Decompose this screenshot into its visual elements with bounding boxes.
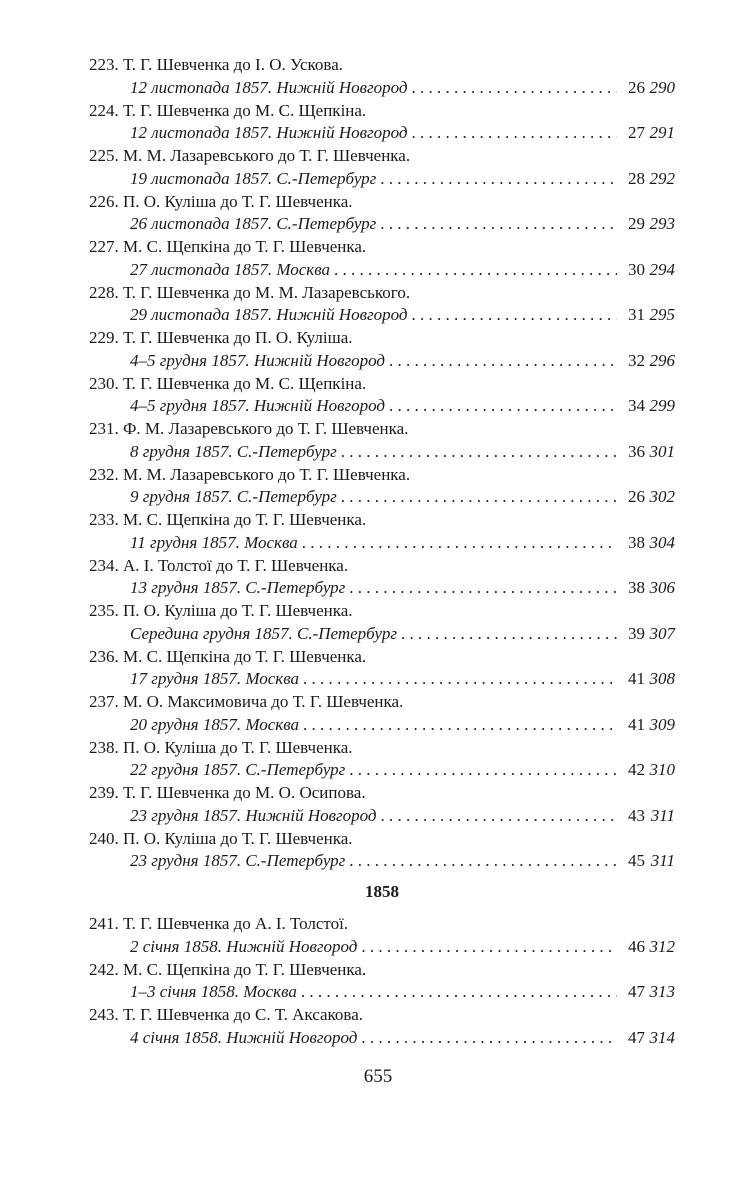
entry-date: 4 січня 1858. Нижній Новгород [130,1027,358,1047]
entry-detail [89,350,675,373]
entry-detail [89,77,675,100]
toc-entry [89,509,675,555]
entry-title: 240. П. О. Куліша до Т. Г. Шевченка. [89,828,353,848]
entry-detail [89,259,675,282]
entry-title: 237. М. О. Максимовича до Т. Г. Шевченка. [89,692,404,711]
entry-detail [89,759,675,782]
dot-leader [380,213,617,236]
toc-entry [89,1004,675,1050]
dot-leader [412,77,618,100]
entry-title: 229. Т. Г. Шевченка до П. О. Куліша. [89,328,353,347]
dot-leader [412,304,618,327]
toc-entry [89,913,675,959]
toc-entry [89,959,675,1005]
entry-date: 12 листопада 1857. Нижній Новгород [130,77,408,97]
entry-title: 235. П. О. Куліша до Т. Г. Шевченка. [89,601,353,620]
entry-detail [89,805,675,828]
dot-leader [361,1027,617,1050]
entry-page-comment: 304 [649,532,675,552]
entry-date: 19 листопада 1857. С.-Петербург [130,168,377,188]
toc-entry [89,555,675,601]
entry-page-text: 32 [628,350,645,370]
entries-1858 [89,913,675,1050]
entry-title: 243. Т. Г. Шевченка до С. Т. Аксакова. [89,1005,363,1024]
entry-page-comment: 290 [649,77,675,97]
dot-leader [381,805,618,828]
toc-entry [89,54,675,100]
entry-date: 9 грудня 1857. С.-Петербург [130,487,337,507]
entry-page-comment: 299 [649,396,675,416]
entry-title: 241. Т. Г. Шевченка до А. І. Толстої. [89,914,349,933]
entry-page-comment: 294 [649,259,675,279]
entry-date: 2 січня 1858. Нижній Новгород [130,936,358,956]
toc-entry [89,145,675,191]
entry-detail [89,532,675,555]
toc-entry [89,691,675,737]
entry-detail [89,168,675,191]
entry-date: 22 грудня 1857. С.-Петербург [130,760,346,780]
entry-title: 233. М. С. Щепкіна до Т. Г. Шевченка. [89,510,367,529]
entry-page-text: 39 [628,623,645,643]
entry-date: 8 грудня 1857. С.-Петербург [130,441,337,461]
entry-title: 236. М. С. Щепкіна до Т. Г. Шевченка. [89,646,367,666]
entry-page-comment: 309 [649,714,675,734]
dot-leader [361,936,617,959]
entry-detail [89,577,675,600]
entry-detail [89,1027,675,1050]
entry-date: 13 грудня 1857. С.-Петербург [130,578,346,598]
entry-page-comment: 313 [649,982,675,1002]
entry-page-text: 26 [628,77,645,97]
dot-leader [341,441,617,464]
entry-page-text: 26 [628,487,645,507]
entry-detail [89,714,675,737]
entry-date: 4–5 грудня 1857. Нижній Новгород [130,350,385,370]
entry-page-text: 36 [628,441,645,461]
dot-leader [301,981,617,1004]
entry-page-text: 28 [628,168,645,188]
entry-page-text: 34 [628,396,645,416]
entry-page-text: 38 [628,532,645,552]
entry-date: 17 грудня 1857. Москва [130,669,300,689]
entry-title: 231. Ф. М. Лазаревського до Т. Г. Шевченка. [89,419,409,438]
entry-title: 223. Т. Г. Шевченка до І. О. Ускова. [89,55,344,74]
entry-page-comment: 296 [649,350,675,370]
entry-page-text: 47 [628,982,645,1002]
entry-page-comment: 295 [649,305,675,325]
entry-page-text: 47 [628,1027,645,1047]
dot-leader [349,850,617,873]
toc-entry [89,373,675,419]
dot-leader [302,532,617,555]
entry-date: 1–3 січня 1858. Москва [130,982,297,1002]
dot-leader [334,259,617,282]
entry-page-comment: 307 [649,623,675,643]
entry-date: 27 листопада 1857. Москва [130,259,331,279]
entry-title: 228. Т. Г. Шевченка до М. М. Лазаревського. [89,282,411,302]
entry-detail [89,213,675,236]
entry-date: 26 листопада 1857. С.-Петербург [130,214,377,234]
entry-title: 224. Т. Г. Шевченка до М. С. Щепкіна. [89,100,367,120]
entry-page-comment: 311 [650,851,675,871]
dot-leader [412,122,618,145]
dot-leader [303,668,617,691]
toc-entry [89,282,675,328]
dot-leader [303,714,617,737]
entry-page-text: 46 [628,936,645,956]
entry-title: 242. М. С. Щепкіна до Т. Г. Шевченка. [89,959,367,979]
year-heading: 1858 [365,882,399,901]
entry-page-comment: 312 [649,936,675,956]
entry-title: 225. М. М. Лазаревського до Т. Г. Шевченка. [89,146,411,165]
entry-page-text: 29 [628,214,645,234]
toc-entry [89,327,675,373]
dot-leader [380,168,617,191]
entry-page-comment: 314 [649,1027,675,1047]
toc-entry [89,100,675,146]
entry-page-comment: 311 [650,805,675,825]
entry-page-text: 41 [628,714,645,734]
table-of-contents [89,54,675,1050]
entry-title: 234. А. І. Толстої до Т. Г. Шевченка. [89,555,349,575]
entry-page-comment: 302 [649,487,675,507]
entry-date: Середина грудня 1857. С.-Петербург [130,623,397,643]
entry-detail [89,936,675,959]
entry-detail [89,441,675,464]
entry-page-text: 30 [628,259,645,279]
entry-page-comment: 310 [649,760,675,780]
entry-date: 20 грудня 1857. Москва [130,714,300,734]
entry-title: 230. Т. Г. Шевченка до М. С. Щепкіна. [89,373,367,393]
toc-entry [89,737,675,783]
entry-date: 4–5 грудня 1857. Нижній Новгород [130,396,385,416]
entry-page-comment: 291 [649,123,675,143]
toc-entry [89,782,675,828]
entry-page-text: 45 [628,851,645,871]
entry-date: 23 грудня 1857. С.-Петербург [130,851,346,871]
entry-date: 23 грудня 1857. Нижній Новгород [130,805,377,825]
toc-entry [89,236,675,282]
entry-date: 11 грудня 1857. Москва [130,532,298,552]
entry-title: 238. П. О. Куліша до Т. Г. Шевченка. [89,737,353,757]
toc-entry [89,464,675,510]
dot-leader [401,623,617,646]
entry-detail [89,395,675,418]
page-number: 655 [363,1066,393,1087]
toc-entry [89,828,675,874]
dot-leader [349,759,617,782]
toc-entry [89,418,675,464]
dot-leader [341,486,617,509]
toc-entry [89,600,675,646]
toc-entry [89,646,675,692]
entry-page-text: 38 [628,578,645,598]
entry-detail [89,486,675,509]
entry-detail [89,668,675,691]
entry-detail [89,623,675,646]
entry-title: 227. М. С. Щепкіна до Т. Г. Шевченка. [89,237,367,256]
entry-page-comment: 301 [649,441,675,461]
entry-page-text: 41 [628,669,645,689]
dot-leader [349,577,617,600]
entry-detail [89,981,675,1004]
toc-entry [89,191,675,237]
entry-detail [89,850,675,873]
entry-detail [89,122,675,145]
entry-page-text: 31 [628,305,645,325]
entries-1857 [89,54,675,873]
entry-page-comment: 292 [649,168,675,188]
entry-page-text: 27 [628,123,645,143]
entry-title: 239. Т. Г. Шевченка до М. О. Осипова. [89,783,366,802]
entry-title: 232. М. М. Лазаревського до Т. Г. Шевченка. [89,464,411,484]
entry-detail [89,304,675,327]
dot-leader [389,395,617,418]
entry-page-text: 42 [628,760,645,780]
entry-page-comment: 308 [649,669,675,689]
entry-date: 29 листопада 1857. Нижній Новгород [130,305,408,325]
entry-page-comment: 293 [649,214,675,234]
entry-date: 12 листопада 1857. Нижній Новгород [130,123,408,143]
dot-leader [389,350,617,373]
entry-page-comment: 306 [649,578,675,598]
entry-title: 226. П. О. Куліша до Т. Г. Шевченка. [89,191,353,211]
entry-page-text: 43 [628,805,645,825]
